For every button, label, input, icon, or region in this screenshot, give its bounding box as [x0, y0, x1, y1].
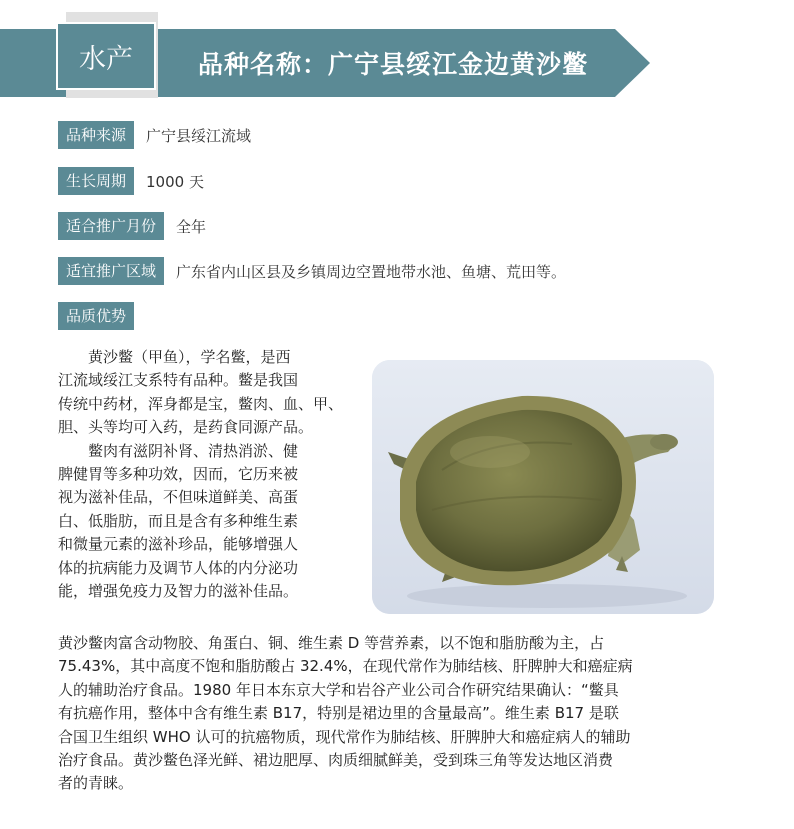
category-tag-text: 水产 — [79, 43, 133, 75]
info-row-source — [58, 121, 251, 149]
info-row-region — [58, 257, 566, 285]
text-line: 鳖肉有滋阴补肾、清热消淤、健 — [88, 441, 299, 460]
text-line: 白、低脂肪，而且是含有多种维生素 — [58, 511, 299, 530]
page-title: 品种名称：广宁县绥江金边黄沙鳖 — [198, 50, 589, 79]
info-value: 全年 — [176, 217, 207, 236]
text-line: 能，增强免疫力及智力的滋补佳品。 — [58, 582, 299, 601]
info-value: 广宁县绥江流域 — [146, 126, 252, 145]
text-line: 75.43%，其中高度不饱和脂肪酸占 32.4%，在现代常作为肺结核、肝脾肿大和癌症病 — [58, 657, 633, 676]
text-line: 脾健胃等多种功效，因而，它历来被 — [58, 465, 299, 484]
text-line: 有抗癌作用，整体中含有维生素 B17，特别是裙边里的含量最高”。维生素 B17 是联 — [58, 704, 619, 723]
info-value: 广东省内山区县及乡镇周边空置地带水池、鱼塘、荒田等。 — [176, 262, 567, 281]
category-tag — [56, 22, 156, 90]
info-row-cycle — [58, 167, 204, 195]
quality-text-column — [58, 346, 368, 603]
soft-shell-turtle-icon — [372, 360, 714, 614]
info-row-months — [58, 212, 206, 240]
text-line: 者的青睐。 — [58, 774, 134, 793]
text-line: 江流域绥江支系特有品种。鳖是我国 — [58, 371, 299, 390]
text-line: 胆、头等均可入药，是药食同源产品。 — [58, 418, 314, 437]
text-line: 治疗食品。黄沙鳖色泽光鲜、裙边肥厚、肉质细腻鲜美，受到珠三角等发达地区消费 — [58, 751, 614, 770]
info-label: 生长周期 — [58, 167, 134, 195]
text-line: 和微量元素的滋补珍品，能够增强人 — [58, 535, 299, 554]
text-line: 人的辅助治疗食品。1980 年日本东京大学和岩谷产业公司合作研究结果确认：“鳖具 — [58, 680, 619, 699]
info-value: 1000 天 — [146, 172, 204, 191]
turtle-photo — [372, 360, 714, 614]
text-line: 黄沙鳖肉富含动物胶、角蛋白、铜、维生素 D 等营养素，以不饱和脂肪酸为主，占 — [58, 634, 605, 652]
info-label: 品种来源 — [58, 121, 134, 149]
info-label: 适宜推广区域 — [58, 257, 164, 285]
info-label: 适合推广月份 — [58, 212, 164, 240]
text-line: 黄沙鳖（甲鱼），学名鳖，是西 — [88, 348, 291, 366]
quality-text-full — [58, 632, 738, 796]
text-line: 体的抗病能力及调节人体的内分泌功 — [58, 558, 299, 577]
quality-label: 品质优势 — [58, 302, 134, 330]
text-line: 视为滋补佳品，不但味道鲜美、高蛋 — [58, 488, 299, 507]
text-line: 合国卫生组织 WHO 认可的抗癌物质，现代常作为肺结核、肝脾肿大和癌症病人的辅助 — [58, 727, 631, 746]
text-line: 传统中药材，浑身都是宝，鳖肉、血、甲、 — [58, 394, 344, 413]
